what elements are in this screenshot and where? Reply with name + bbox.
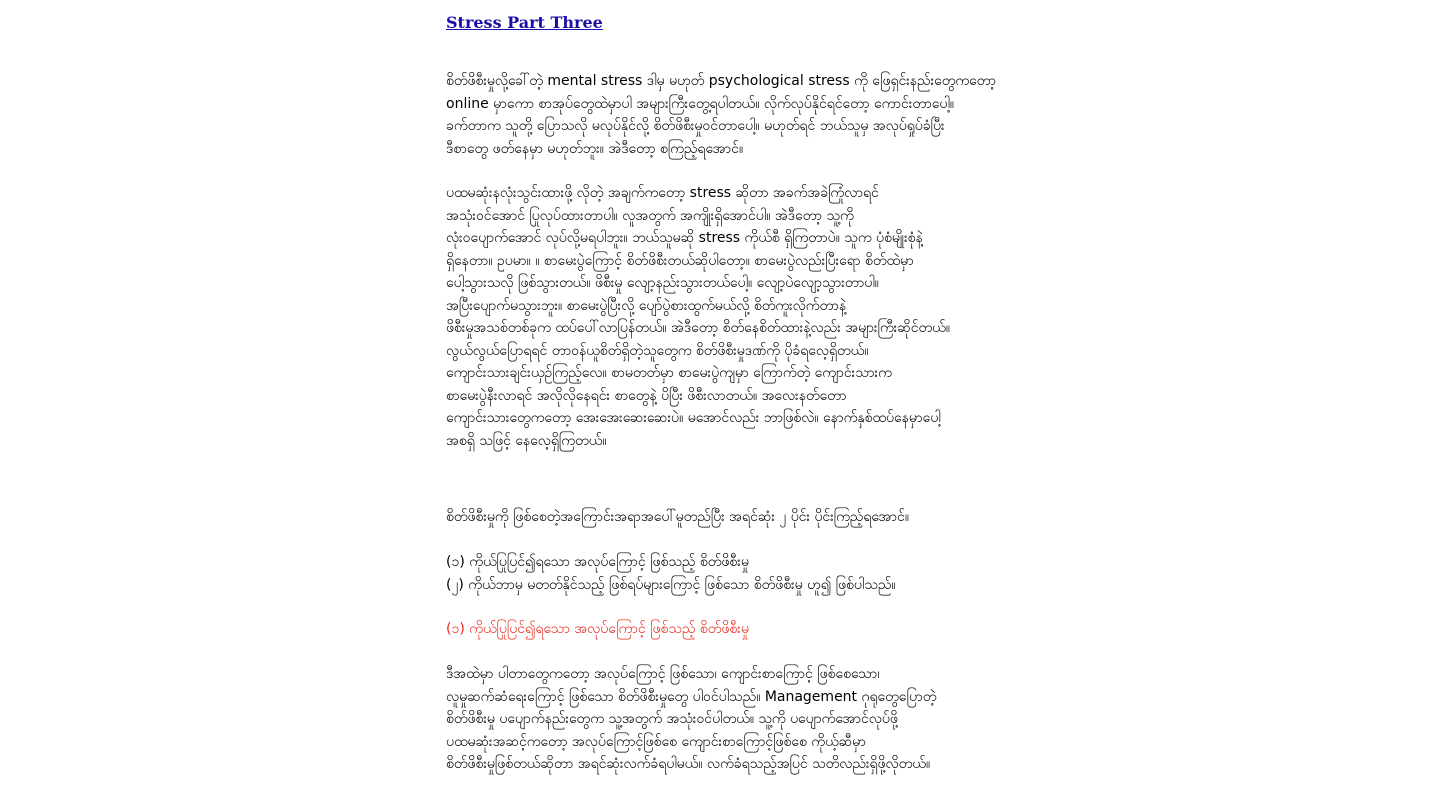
paragraph-line: စိတ်ဖိစီးမှုလို့ခေါ်တဲ့ mental stress ဒါမှ မဟုတ် psychological stress ကို ဖြေရှင်းနည်းတွေကတော့ bbox=[446, 73, 997, 89]
paragraph-line: ပေါ့သွားသလို ဖြစ်သွားတယ်။ ဖိစီးမှု လျော့နည်းသွားတယ်ပေါ့။ လျော့ပဲလျော့သွားတာပါ။ bbox=[446, 275, 879, 291]
paragraph-line: ဒီအထဲမှာ ပါတာတွေကတော့ အလုပ်ကြောင့် ဖြစ်သော၊ ကျောင်းစာကြောင့် ဖြစ်စေသော၊ bbox=[446, 666, 880, 682]
paragraph-line: အပြီးပျောက်မသွားဘူး။ စာမေးပွဲပြီးလို့ ပျော်ပွဲစားထွက်မယ်လို့ စိတ်ကူးလိုက်တာနဲ့ bbox=[446, 297, 847, 314]
paragraph-line: စာမေးပွဲနီးလာရင် အလိုလိုနေရင်း စာတွေနဲ့ ပိပြီး ဖိစီးလာတယ်။ အလေးနတ်တော bbox=[446, 387, 847, 404]
paragraph-section-body bbox=[446, 663, 936, 776]
paragraph-line: online မှာကော စာအုပ်တွေထဲမှာပါ အများကြီးတွေ့ရပါတယ်။ လိုက်လုပ်နိုင်ရင်တော့ ကောင်းတာပေါ့။ bbox=[446, 95, 955, 112]
paragraph-line: စိတ်ဖိစီးမှု ပပျောက်နည်းတွေက သူ့အတွက် အသုံးဝင်ပါတယ်။ သူ့ကို ပပျောက်အောင်လုပ်ဖို့ bbox=[446, 711, 898, 727]
paragraph-line: ပထမဆုံးနလုံးသွင်းထားဖို့ လိုတဲ့ အချက်ကတော့ stress ဆိုတာ အခက်အခဲကြုံလာရင် bbox=[446, 185, 879, 201]
paragraph-intro bbox=[446, 70, 996, 160]
paragraph-line: ပထမဆုံးအဆင့်ကတော့ အလုပ်ကြောင့်ဖြစ်စေ ကျောင်းစာကြောင့်ဖြစ်စေ ကိုယ့်ဆီမှာ bbox=[446, 733, 866, 750]
paragraph-line: စိတ်ဖိစီးမှုဖြစ်တယ်ဆိုတာ အရင်ဆုံးလက်ခံရပါမယ်။ လက်ခံရသည့်အပြင် သတိလည်းရှိဖို့လိုတယ်။ bbox=[446, 756, 931, 772]
paragraph-line: ဒီစာတွေ ဖတ်နေမှာ မဟုတ်ဘူး။ အဲဒီတော့ စကြည့်ရအောင်။ bbox=[446, 140, 744, 157]
paragraph-line: အသုံးဝင်အောင် ပြုလုပ်ထားတာပါ။ လူအတွက် အကျိုးရှိအောင်ပါ။ အဲဒီတော့ သူ့ကို bbox=[446, 207, 854, 224]
paragraph-line: ကျောင်းသားချင်းယှဉ်ကြည့်လေ။ စာမတတ်မှာ စာမေးပွဲကျမှာ ကြောက်တဲ့ ကျောင်းသားက bbox=[446, 365, 892, 381]
paragraph-stress-explanation bbox=[446, 182, 950, 452]
paragraph-line: ခက်တာက သူတို့ ပြောသလို မလုပ်နိုင်လို့ စိတ်ဖိစီးမှုဝင်တာပေါ့။ မဟုတ်ရင် ဘယ်သူမှ အလုပ်ရှုပ်ခံပြီး bbox=[446, 118, 945, 134]
paragraph-line: ရှိနေတာ။ ဥပမာ။ ။ စာမေးပွဲကြောင့် စိတ်ဖိစီးတယ်ဆိုပါတော့။ စာမေးပွဲလည်းပြီးရော စိတ်ထဲမှာ bbox=[446, 252, 914, 269]
paragraph-line: လွယ်လွယ်ပြောရရင် တာဝန်ယူစိတ်ရှိတဲ့သူတွေက စိတ်ဖိစီးမှုဒဏ်ကို ပိုခံရလေ့ရှိတယ်။ bbox=[446, 342, 869, 359]
article-title-link[interactable]: Stress Part Three bbox=[446, 13, 603, 32]
paragraph-line: ကျောင်းသားတွေကတော့ အေးအေးဆေးဆေးပဲ။ မအောင်လည်း ဘာဖြစ်လဲ။ နောက်နှစ်ထပ်နေမှာပေါ့ bbox=[446, 410, 941, 426]
paragraph-line: လူမှုဆက်ဆံရေးကြောင့် ဖြစ်သော စိတ်ဖိစီးမှုတွေ ပါဝင်ပါသည်။ Management ဂုရုတွေပြောတဲ့ bbox=[446, 688, 937, 705]
paragraph-line: လုံးဝပျောက်အောင် လုပ်လို့မရပါဘူး။ ဘယ်သူမဆို stress ကိုယ်စီ ရှိကြတာပဲ။ သူက ပုံစံမျိုးစုံနဲ့ bbox=[446, 230, 923, 246]
category-list bbox=[446, 551, 896, 596]
list-item: (၂) ကိုယ်ဘာမှ မတတ်နိုင်သည့် ဖြစ်ရပ်များကြောင့် ဖြစ်သော စိတ်ဖိစီးမှု ဟူ၍ ဖြစ်ပါသည်။ bbox=[446, 576, 896, 593]
paragraph-line: အစရှိ သဖြင့် နေလေ့ရှိကြတယ်။ bbox=[446, 432, 607, 449]
paragraph-line: စိတ်ဖိစီးမှုကို ဖြစ်စေတဲ့အကြောင်းအရာအပေါ်မူတည်ပြီး အရင်ဆုံး ၂ ပိုင်း ပိုင်းကြည့်ရအောင်။ bbox=[446, 509, 910, 525]
list-item: (၁) ကိုယ်ပြုပြင်၍ရသော အလုပ်ကြောင့် ဖြစ်သည့် စိတ်ဖိစီးမှု bbox=[446, 554, 749, 570]
paragraph-line: ဖိစီးမှုအသစ်တစ်ခုက ထပ်ပေါ်လာပြန်တယ်။ အဲဒီတော့ စိတ်နေစိတ်ထားနဲ့လည်း အများကြီးဆိုင်တယ်။ bbox=[446, 320, 950, 336]
section-heading bbox=[446, 618, 749, 641]
paragraph-categories-intro bbox=[446, 506, 909, 529]
section-heading-text: (၁) ကိုယ်ပြုပြင်၍ရသော အလုပ်ကြောင့် ဖြစ်သည့် စိတ်ဖိစီးမှု bbox=[446, 621, 749, 637]
article-container bbox=[446, 10, 1006, 772]
